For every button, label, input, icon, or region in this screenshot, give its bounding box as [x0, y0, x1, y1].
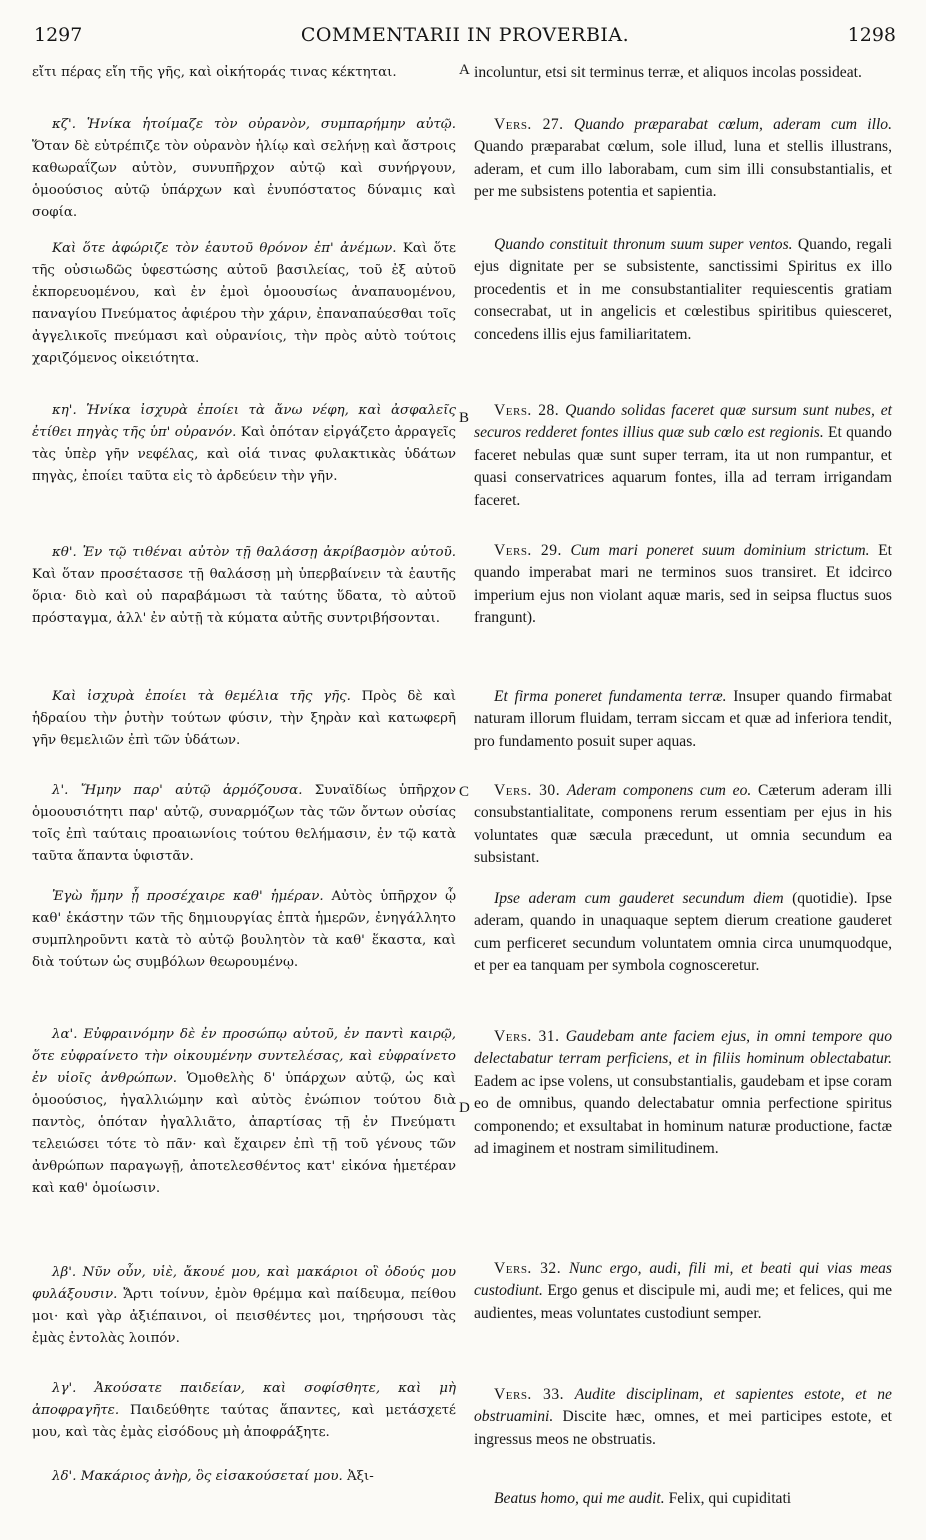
commentary-text: Cæterum aderam illi consubstantialitate, componens rerum essentiam per ejus in his voluntates quæ sæcula præcedunt, ut omnia secundum ea subsistant. — [474, 782, 892, 867]
greek-paragraph — [32, 686, 456, 752]
latin-paragraph — [474, 1258, 892, 1325]
verse-lemma: Audite disciplinam, et sapientes estote, et ne obstruamini. — [474, 1386, 892, 1426]
commentary-text: Καὶ ὁπόταν εἰργάζετο ἀρραγεῖς τὰς ὑπὲρ γῆν νεφέλας, καὶ οἱά τινας φυλακτικὰς ὑδάτων πηγὰς, ἐποίει ταῦτα εἰς τὸ ἀρδεύειν τὴν γῆν. — [32, 425, 457, 484]
margin-marker: B — [459, 410, 470, 426]
commentary-text: (quotidie). Ipse aderam, quando in unaquaque septem dierum creatione gauderet cum perficeret secundum voluntatem omnia circa unumquodque, et per ea tanquam per symbola cognosceretur. — [474, 890, 892, 975]
commentary-text: Discite hæc, omnes, et mei participes estote, et ingressus meos ne obstruatis. — [474, 1408, 892, 1448]
commentary-text: Ergo genus et discipule mi, audi me; et felices, qui me audientes, meas voluntates custodiunt semper. — [474, 1282, 892, 1322]
latin-paragraph — [474, 1026, 892, 1160]
commentary-text: Eadem ac ipse volens, ut consubstantialis, gaudebam et ipse coram eo de omnibus, quando delectabatur omnia perfectione spiritus componendo; et exsultabat in hominum naturæ productione, factæ ad imaginem et nostram similitudinem. — [474, 1072, 892, 1158]
latin-paragraph — [474, 780, 892, 870]
margin-marker: D — [459, 1100, 470, 1116]
latin-paragraph — [474, 888, 892, 978]
verse-number: Vers. 27. — [494, 116, 564, 133]
greek-paragraph — [32, 886, 456, 974]
verse-lemma: Καὶ ὅτε ἀφώριζε τὸν ἑαυτοῦ θρόνον ἐπ' ἀνέμων. — [52, 241, 397, 256]
verse-lemma: Quando præparabat cœlum, aderam cum illo. — [573, 116, 892, 133]
running-title: COMMENTARII IN PROVERBIA. — [300, 24, 630, 46]
commentary-text: Quando, regali ejus dignitate per se subsistente, sanctissimi Spiritus ex illo procedentis et in me consubstantialiter requiescentis gratiam consecrabat, ut in angelicis et cœlestibus spiritibus quiesceret, concedens illis ejus familiaritatem. — [474, 236, 892, 343]
verse-number: Vers. 33. — [494, 1386, 565, 1403]
greek-paragraph — [32, 1378, 456, 1444]
verse-lemma: κζ'. Ἡνίκα ἡτοίμαζε τὸν οὐρανὸν, συμπαρήμην αὐτῷ. — [52, 117, 456, 132]
margin-marker: C — [459, 784, 470, 800]
page-number-right: 1298 — [847, 24, 896, 46]
verse-lemma: Beatus homo, qui me audit. — [494, 1490, 665, 1507]
verse-number: Vers. 30. — [494, 782, 561, 799]
greek-paragraph — [32, 1024, 456, 1200]
commentary-text: Καὶ ὅτε τῆς οὐσιωδῶς ὑφεστώσης αὐτοῦ βασιλείας, τοῦ ἐξ αὐτοῦ ἐκπορευομένου, καὶ ἐν ἐμοὶ ὁμοουσίως ἀναπαυομένου, παναγίου Πνεύματος ἀφιέρου τὴν χάριν, ἐπαναπαύεσθαι τοῖς ἀγγελικοῖς πνεύμασι καὶ οὐρανίοις, τὴν πρὸς αὐτὸ τούτοις χαριζόμενος οἰκειότητα. — [32, 241, 456, 366]
commentary-text: Συναϊδίως ὑπῆρχον ὁμοουσιότητι παρ' αὐτῷ, συναρμόζων τὰς τῶν ὄντων οὐσίας τοῖς ἐπὶ ταύταις προαιωνίοις τούτου θελήμασιν, ἐν τῷ κατὰ ταῦτα ἅπαντα ὑφιστᾶν. — [32, 783, 456, 864]
commentary-text: Ὅταν δὲ εὐτρέπιζε τὸν οὐρανὸν ἡλίῳ καὶ σελήνῃ καὶ ἄστροις καθωραΐζων αὐτὸν, συνυπῆρχον αὐτῷ καὶ συνήργουν, ὁμοούσιος αὐτῷ ὑπάρχων καὶ ἐνυπόστατος δύναμις καὶ σοφία. — [32, 139, 456, 220]
verse-lemma: Aderam componens cum eo. — [566, 782, 752, 799]
commentary-text: Felix, qui cupiditati — [668, 1490, 792, 1507]
verse-lemma: λ'. Ἤμην παρ' αὐτῷ ἁρμόζουσα. — [52, 783, 303, 798]
greek-paragraph — [32, 114, 456, 224]
verse-lemma: Nunc ergo, audi, fili mi, et beati qui vias meas custodiunt. — [474, 1260, 892, 1300]
commentary-text: Et quando faceret nebulas quæ sunt super terram, ita ut non rumpantur, et quasi conservatrices aquarum fontes, illa ad terram irrigandam faceret. — [474, 424, 892, 509]
latin-paragraph — [474, 686, 892, 753]
verse-lemma: Cum mari poneret suum dominium strictum. — [570, 542, 870, 559]
running-header — [34, 24, 896, 58]
verse-lemma: κη'. Ἡνίκα ἰσχυρὰ ἐποίει τὰ ἄνω νέφη, καὶ ἀσφαλεῖς ἐτίθει πηγὰς τῆς ὑπ' οὐρανόν. — [32, 403, 456, 440]
commentary-text: Ἄρτι τοίνυν, ἐμὸν θρέμμα καὶ παίδευμα, πείθου μοι· καὶ γὰρ ἀξιέπαινοι, οἱ πεισθέντες μοι, τηρήσουσι τὰς ἐμὰς ἐντολὰς λοιπόν. — [32, 1287, 456, 1346]
latin-paragraph — [474, 1488, 892, 1510]
verse-lemma: Καὶ ἰσχυρὰ ἐποίει τὰ θεμέλια τῆς γῆς. — [52, 689, 351, 704]
commentary-text: Et quando imperabat mari ne terminos suos transiret. Et idcirco imperium ejus non violant aquæ maris, sed in seipsa fluctus suos frangunt). — [474, 542, 892, 627]
verse-number: Vers. 28. — [494, 402, 560, 419]
commentary-text: Παιδεύθητε ταύτας ἅπαντες, καὶ μετάσχετέ μου, καὶ τὰς ἐμὰς εἰσόδους μὴ ἀποφράξητε. — [32, 1403, 456, 1440]
commentary-text: Ὁμοθελὴς δ' ὑπάρχων αὐτῷ, ὡς καὶ ὁμοούσιος, ἠγαλλιώμην καὶ αὐτὸς ἐνώπιον τούτου διὰ παντὸς, ὁπόταν ἠγαλλιᾶτο, ἀπαρτίσας τῇ ἐν Πνεύματι τελειώσει τότε τὸ πᾶν· καὶ ἔχαιρεν ἐπὶ τῇ τοῦ γένους τῶν ἀνθρώπων παραγωγῇ, ἀποτελεσθέντος κατ' εἰκόνα ἡμετέραν καὶ καθ' ὁμοίωσιν. — [32, 1071, 456, 1196]
verse-lemma: Et firma poneret fundamenta terræ. — [494, 688, 727, 705]
verse-number: Vers. 29. — [494, 542, 562, 559]
verse-lemma: Ipse aderam cum gauderet secundum diem — [494, 890, 784, 907]
greek-paragraph — [32, 542, 456, 630]
commentary-text: incoluntur, etsi sit terminus terræ, et aliquos incolas possideat. — [474, 64, 862, 81]
verse-lemma: Quando solidas faceret quæ sursum sunt nubes, et securos redderet fontes illius quæ sub cœlo est regionis. — [474, 402, 893, 442]
verse-lemma: κθ'. Ἐν τῷ τιθέναι αὐτὸν τῇ θαλάσσῃ ἀκρίβασμὸν αὐτοῦ. — [52, 545, 456, 560]
verse-number: Vers. 32. — [494, 1260, 562, 1277]
commentary-text: Καὶ ὅταν προσέτασσε τῇ θαλάσσῃ μὴ ὑπερβαίνειν τὰ ἑαυτῆς ὅρια· διὸ καὶ οὐ παραβάμωσι τὰ ταύτης ὕδατα, τὸ αὐτοῦ πρόσταγμα, ἀλλ' ἐν αὐτῇ τὰ κύματα αὐτῆς συντριβήσονται. — [32, 567, 456, 626]
verse-lemma: λδ'. Μακάριος ἀνὴρ, ὃς εἰσακούσεταί μου. — [52, 1469, 343, 1484]
verse-lemma: Quando constituit thronum suum super ventos. — [494, 236, 793, 253]
latin-paragraph — [474, 1384, 892, 1451]
commentary-text: Quando præparabat cœlum, sole illud, luna et stellis illustrans, aderam, et cum illo laborabam, cum sim illi consubstantialis, et per me subsistens potentia et sapientia. — [474, 138, 892, 201]
verse-lemma: λγ'. Ἀκούσατε παιδείαν, καὶ σοφίσθητε, καὶ μὴ ἀποφραγῆτε. — [32, 1381, 456, 1418]
greek-paragraph — [32, 1262, 456, 1350]
latin-paragraph — [474, 540, 892, 630]
commentary-text: Insuper quando firmabat naturam illorum fluidam, terram siccam et quæ ad inferiora tendit, pro fundamento posuit super aquas. — [474, 688, 892, 750]
commentary-text: Αὐτὸς ὑπῆρχον ᾧ καθ' ἑκάστην τῶν τῆς δημιουργίας ἑπτὰ ἡμερῶν, ἐνηγάλλητο συμπληροῦντι κατὰ τὸ αὐτῷ βουλητὸν τὰ καθ' ἕκαστα, καὶ διὰ τούτων ὡς συμβόλων θεωρουμένῳ. — [32, 889, 456, 970]
commentary-text: Πρὸς δὲ καὶ ἡδραίου τὴν ῥυτὴν τούτων φύσιν, τὴν ξηρὰν καὶ κατωφερῆ γῆν θεμελιῶν ἐπὶ τῶν ὑδάτων. — [32, 689, 456, 748]
commentary-text: Ἀξι- — [346, 1469, 374, 1484]
verse-lemma: λβ'. Νῦν οὖν, υἱὲ, ἄκουέ μου, καὶ μακάριοι οἳ ὁδούς μου φυλάξουσιν. — [32, 1265, 456, 1302]
verse-lemma: Ἐγὼ ἤμην ᾗ προσέχαιρε καθ' ἡμέραν. — [52, 889, 324, 904]
greek-paragraph — [32, 400, 456, 488]
commentary-text: εἴτι πέρας εἴη τῆς γῆς, καὶ οἰκήτοράς τινας κέκτηται. — [32, 65, 397, 80]
latin-paragraph — [474, 400, 892, 512]
page-number-left: 1297 — [34, 24, 83, 46]
greek-paragraph — [32, 1466, 456, 1488]
greek-paragraph — [32, 238, 456, 370]
verse-lemma: λα'. Εὐφραινόμην δὲ ἐν προσώπῳ αὐτοῦ, ἐν παντὶ καιρῷ, ὅτε εὐφραίνετο τὴν οἰκουμένην συντελέσας, καὶ εὐφραίνετο ἐν υἱοῖς ἀνθρώπων. — [32, 1027, 456, 1086]
latin-paragraph — [474, 62, 892, 84]
greek-paragraph — [32, 62, 456, 84]
greek-paragraph — [32, 780, 456, 868]
latin-paragraph — [474, 114, 892, 204]
margin-marker: A — [459, 62, 470, 78]
verse-number: Vers. 31. — [494, 1028, 560, 1045]
latin-paragraph — [474, 234, 892, 346]
verse-lemma: Gaudebam ante faciem ejus, in omni tempore quo delectabatur terram perficiens, et in filiis hominum oblectabatur. — [474, 1028, 893, 1068]
